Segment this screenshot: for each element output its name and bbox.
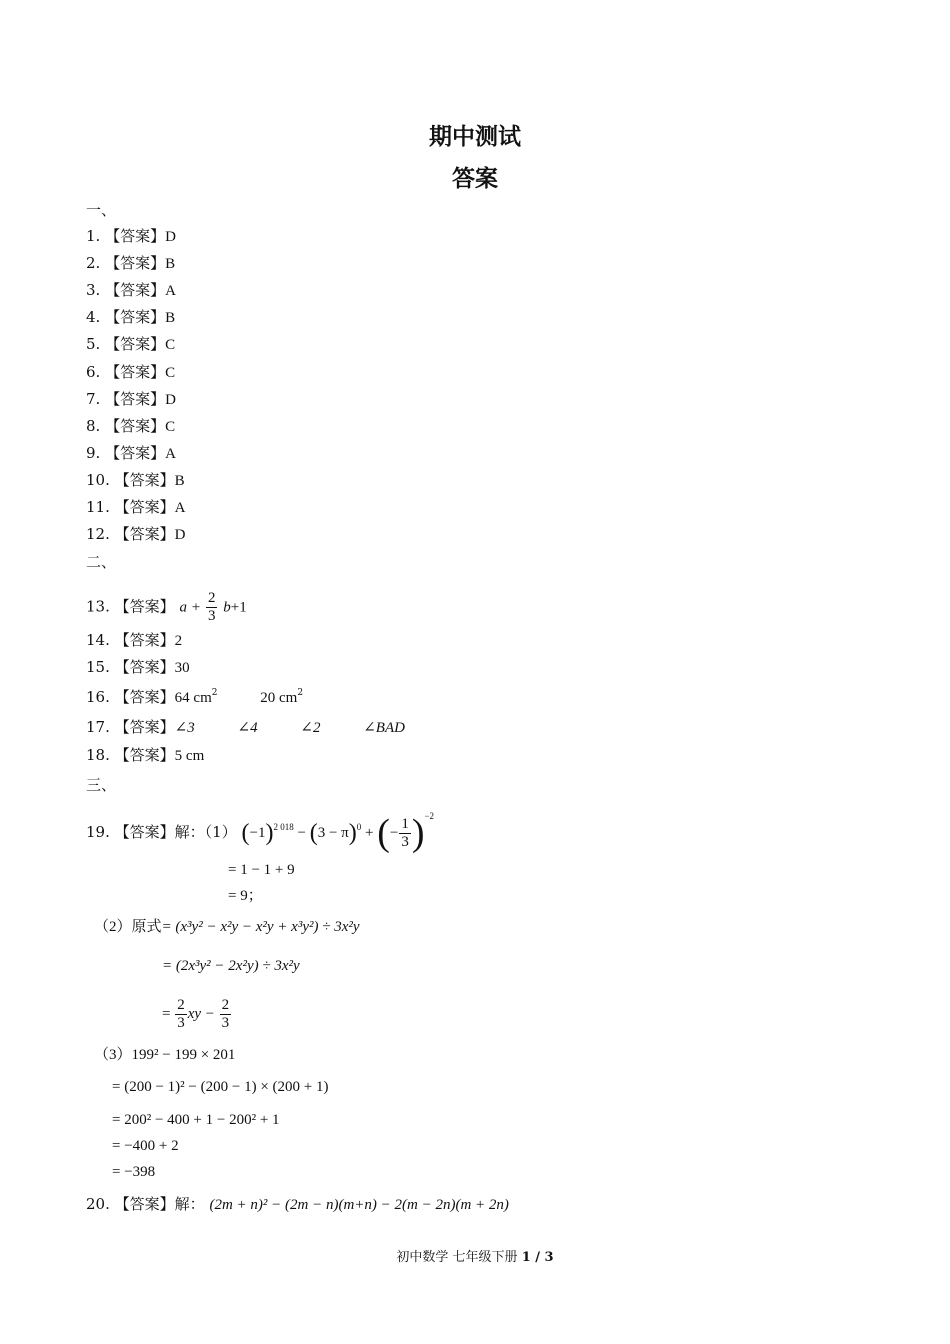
mc-answer-6: 6. 【答案】C [86,363,176,381]
step-19-2a: （2）原式= (x³y² − x²y − x²y + x³y²) ÷ 3x²y [94,919,360,935]
step-19-3d: = −400 + 2 [112,1138,179,1154]
step-19-3c: = 200² − 400 + 1 − 200² + 1 [112,1112,280,1128]
fraction: $\frac{1}{3}$ [401,816,409,851]
step-19-3b: = (200 − 1)² − (200 − 1) × (200 + 1) [112,1079,329,1095]
mc-answer-9: 9. 【答案】A [86,444,176,462]
mc-answer-12: 12. 【答案】D [86,525,186,543]
section-two-heading: 二、 [86,553,117,571]
mc-answer-3: 3. 【答案】A [86,281,176,299]
mc-answer-5: 5. 【答案】C [86,335,176,353]
mc-answer-11: 11. 【答案】A [86,498,186,516]
answer-20: 20. 【答案】解： (2m + n)² − (2m − n)(m+n) − 2(m − 2n)(m + 2n) [86,1195,509,1213]
page-subtitle: 答案 [452,166,498,192]
step-19-1a: = 1 − 1 + 9 [228,862,295,878]
step-19-2c: = $\frac{2}{3}$ xy − $\frac{2}{3}$ [162,997,230,1032]
answer-17: 17. 【答案】∠3 ∠4 ∠2 ∠BAD [86,718,405,736]
mc-answer-8: 8. 【答案】C [86,417,176,435]
step-19-3e: = −398 [112,1164,156,1180]
page-footer: 初中数学 七年级下册 1 / 3 [396,1250,554,1265]
step-19-1b: = 9； [228,888,263,904]
answer-19-part1: 19. 【答案】解：（1） $(-1)^{2 018} - (3 - \pi)^0$ + (− $\frac{1}{3}$ )$^{-2}$ [86,811,435,854]
answer-14: 14. 【答案】2 [86,631,183,649]
section-three-heading: 三、 [86,776,117,794]
answer-15: 15. 【答案】30 [86,658,190,676]
mc-answer-4: 4. 【答案】B [86,308,176,326]
mc-answer-10: 10. 【答案】B [86,471,185,489]
step-19-3a: （3）199² − 199 × 201 [94,1047,236,1063]
fraction: $\frac{2}{3}$ [207,590,216,624]
answer-16: 16. 【答案】64 $cm^2$ 20 $cm^2$ [86,688,304,706]
mc-answer-2: 2. 【答案】B [86,254,176,272]
mc-answer-7: 7. 【答案】D [86,390,176,408]
step-19-2b: = (2x³y² − 2x²y) ÷ 3x²y [162,958,300,974]
answer-18: 18. 【答案】5 cm [86,746,205,764]
page-title: 期中测试 [429,124,521,150]
section-one-heading: 一、 [86,201,117,219]
answer-13: 13. 【答案】 a + $\frac{2}{3}$ b+1 [86,590,247,624]
mc-answer-1: 1. 【答案】D [86,227,176,245]
